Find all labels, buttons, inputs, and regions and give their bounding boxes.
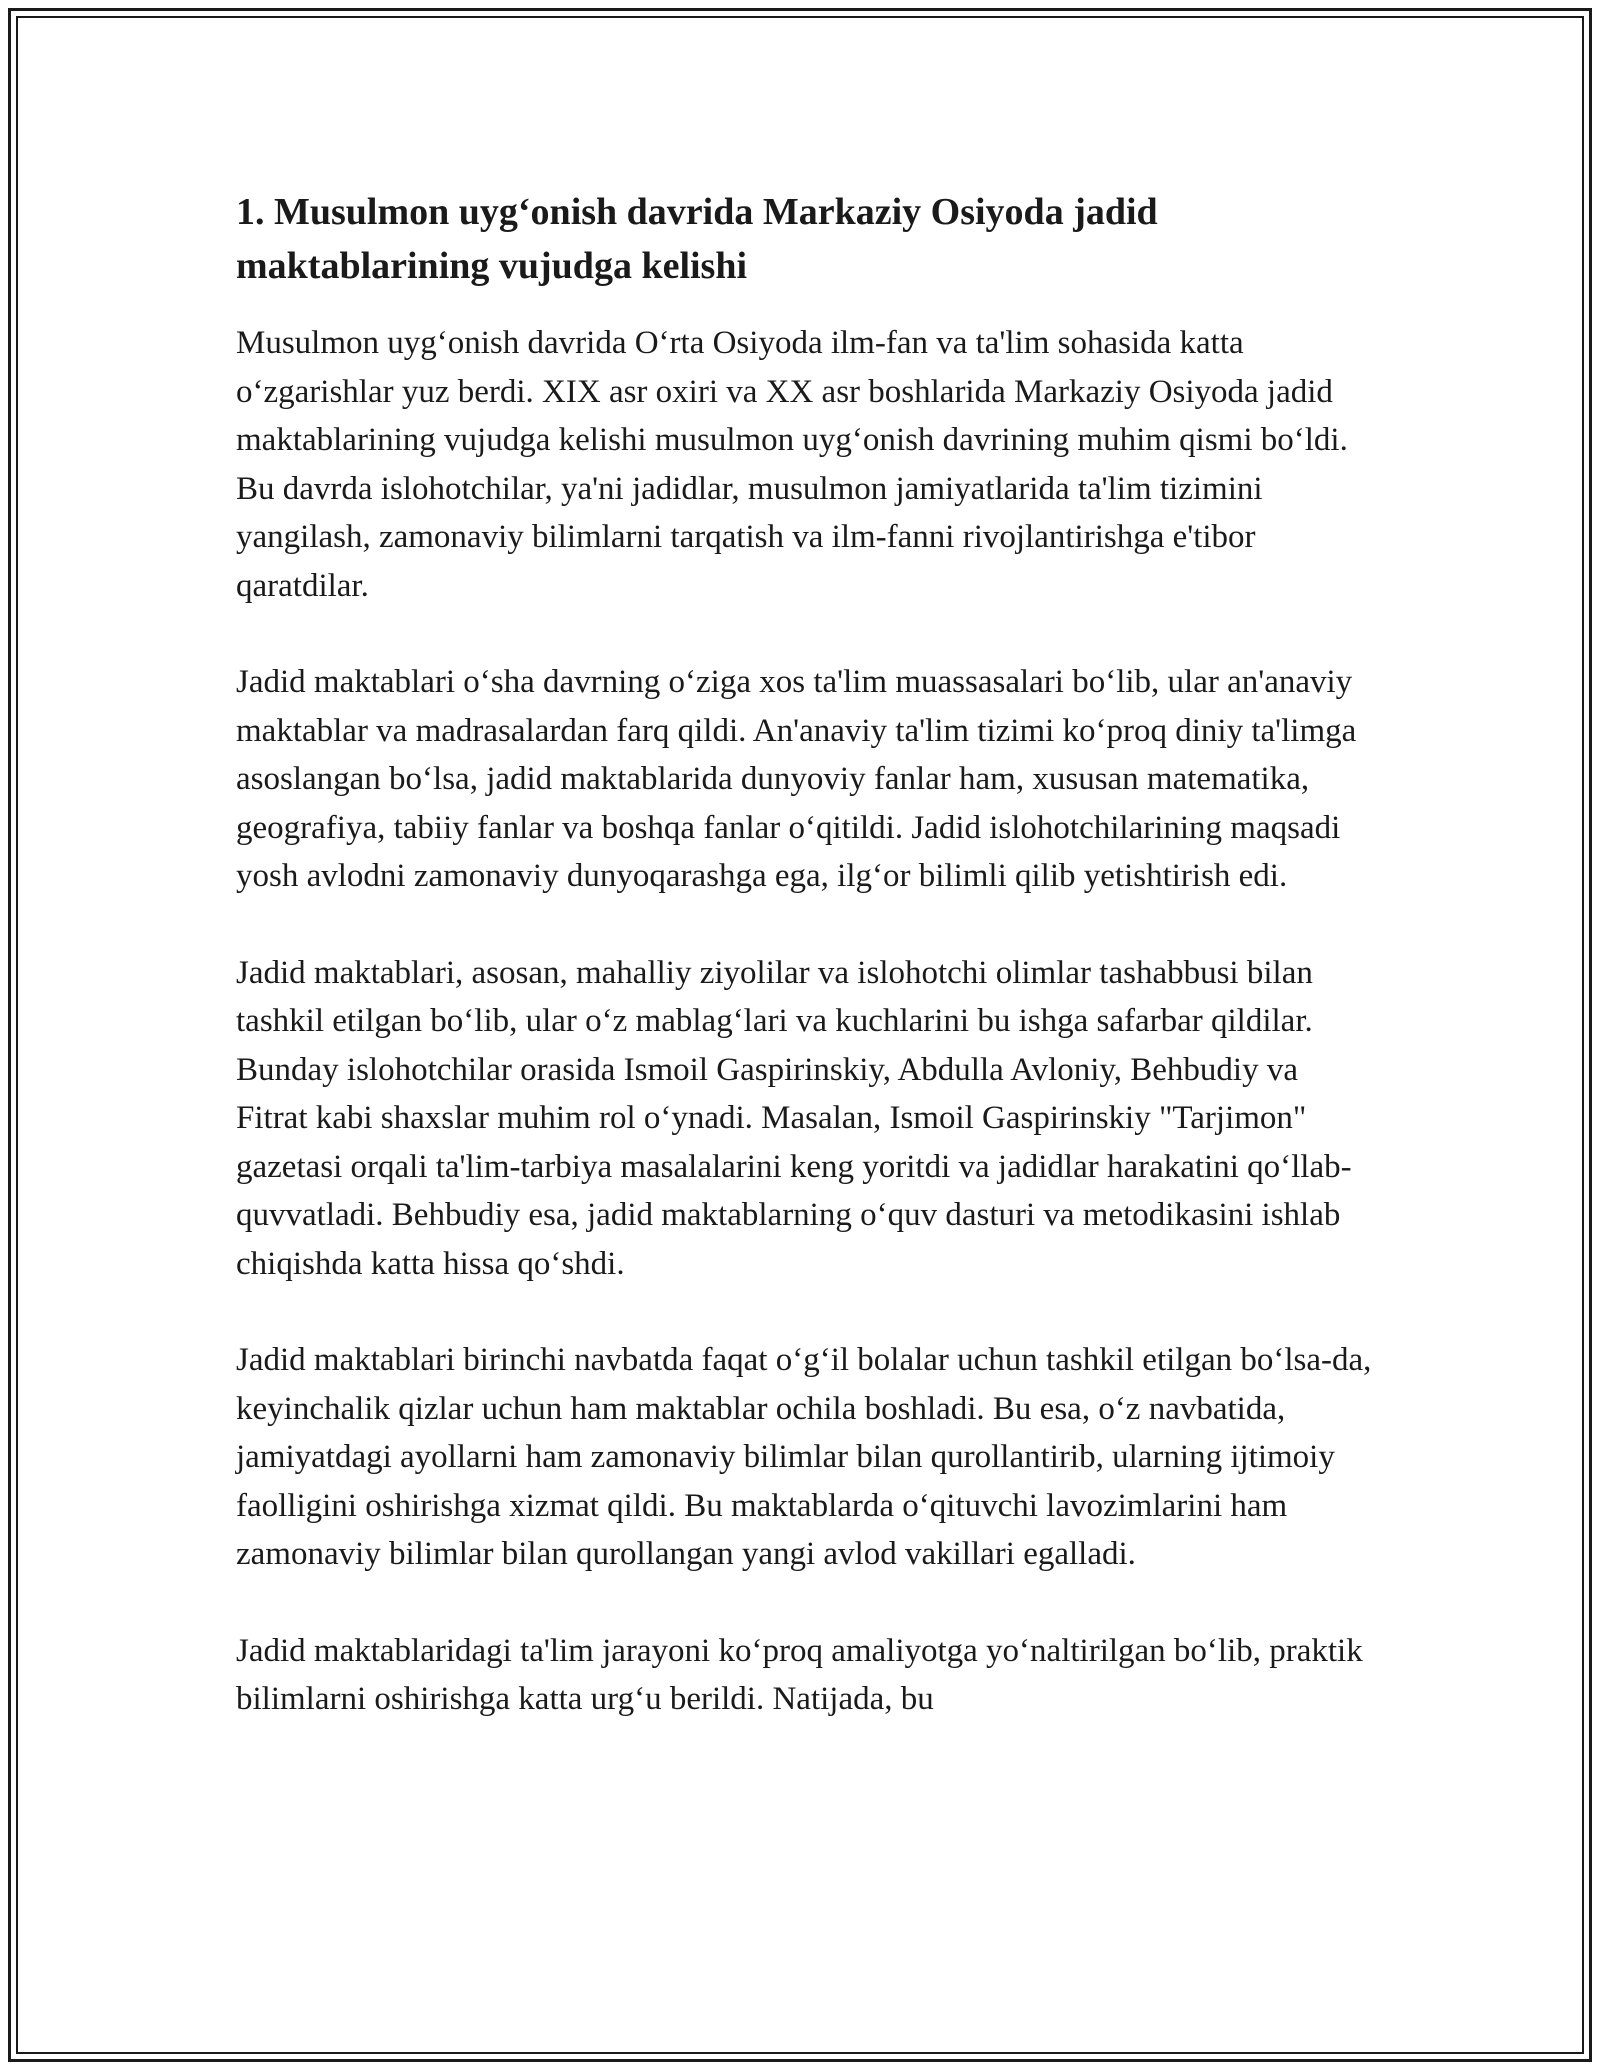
paragraph-4: Jadid maktablari birinchi navbatda faqat o‘g‘il bolalar uchun tashkil etilgan bo‘lsa-da, keyinchalik qizlar uchun ham maktablar ochila boshladi. Bu esa, o‘z navbatida, jamiyatdagi ayollarni ham zamonaviy bilimlar bilan qurollantirib, ularning ijtimoiy faolligini oshirishga xizmat qildi. Bu maktablarda o‘qituvchi lavozimlarini ham zamonaviy bilimlar bilan qurollangan yangi avlod vakillari egalladi.	[236, 1342, 1372, 1572]
paragraph-1: Musulmon uyg‘onish davrida O‘rta Osiyoda ilm-fan va ta'lim sohasida katta o‘zgarishlar yuz berdi. XIX asr oxiri va XX asr boshlarida Markaziy Osiyoda jadid maktablarining vujudga kelishi musulmon uyg‘onish davrining muhim qismi bo‘ldi. Bu davrda islohotchilar, ya'ni jadidlar, musulmon jamiyatlarida ta'lim tizimini yangilash, zamonaviy bilimlarni tarqatish va ilm-fanni rivojlantirishga e'tibor qaratdilar.	[236, 325, 1348, 604]
paragraph-2: Jadid maktablari o‘sha davrning o‘ziga xos ta'lim muassasalari bo‘lib, ular an'anaviy maktablar va madrasalardan farq qildi. An'anaviy ta'lim tizimi ko‘proq diniy ta'limga asoslangan bo‘lsa, jadid maktablarida dunyoviy fanlar ham, xususan matematika, geografiya, tabiiy fanlar va boshqa fanlar o‘qitildi. Jadid islohotchilarining maqsadi yosh avlodni zamonaviy dunyoqarashga ega, ilg‘or bilimli qilib yetishtirish edi.	[236, 664, 1357, 894]
document-body	[236, 185, 1376, 1724]
paragraph-3: Jadid maktablari, asosan, mahalliy ziyolilar va islohotchi olimlar tashabbusi bilan tashkil etilgan bo‘lib, ular o‘z mablag‘lari va kuchlarini bu ishga safarbar qildilar. Bunday islohotchilar orasida Ismoil Gaspirinskiy, Abdulla Avloniy, Behbudiy va Fitrat kabi shaxslar muhim rol o‘ynadi. Masalan, Ismoil Gaspirinskiy "Tarjimon" gazetasi orqali ta'lim-tarbiya masalalarini keng yoritdi va jadidlar harakatini qo‘llab-quvvatladi. Behbudiy esa, jadid maktablarning o‘quv dasturi va metodikasini ishlab chiqishda katta hissa qo‘shdi.	[236, 954, 1352, 1282]
paragraph-5: Jadid maktablaridagi ta'lim jarayoni ko‘proq amaliyotga yo‘naltirilgan bo‘lib, praktik bilimlarni oshirishga katta urg‘u berildi. Natijada, bu	[236, 1632, 1363, 1717]
section-heading: 1. Musulmon uyg‘onish davrida Markaziy Osiyoda jadid maktablarining vujudga kelishi	[236, 191, 1158, 287]
